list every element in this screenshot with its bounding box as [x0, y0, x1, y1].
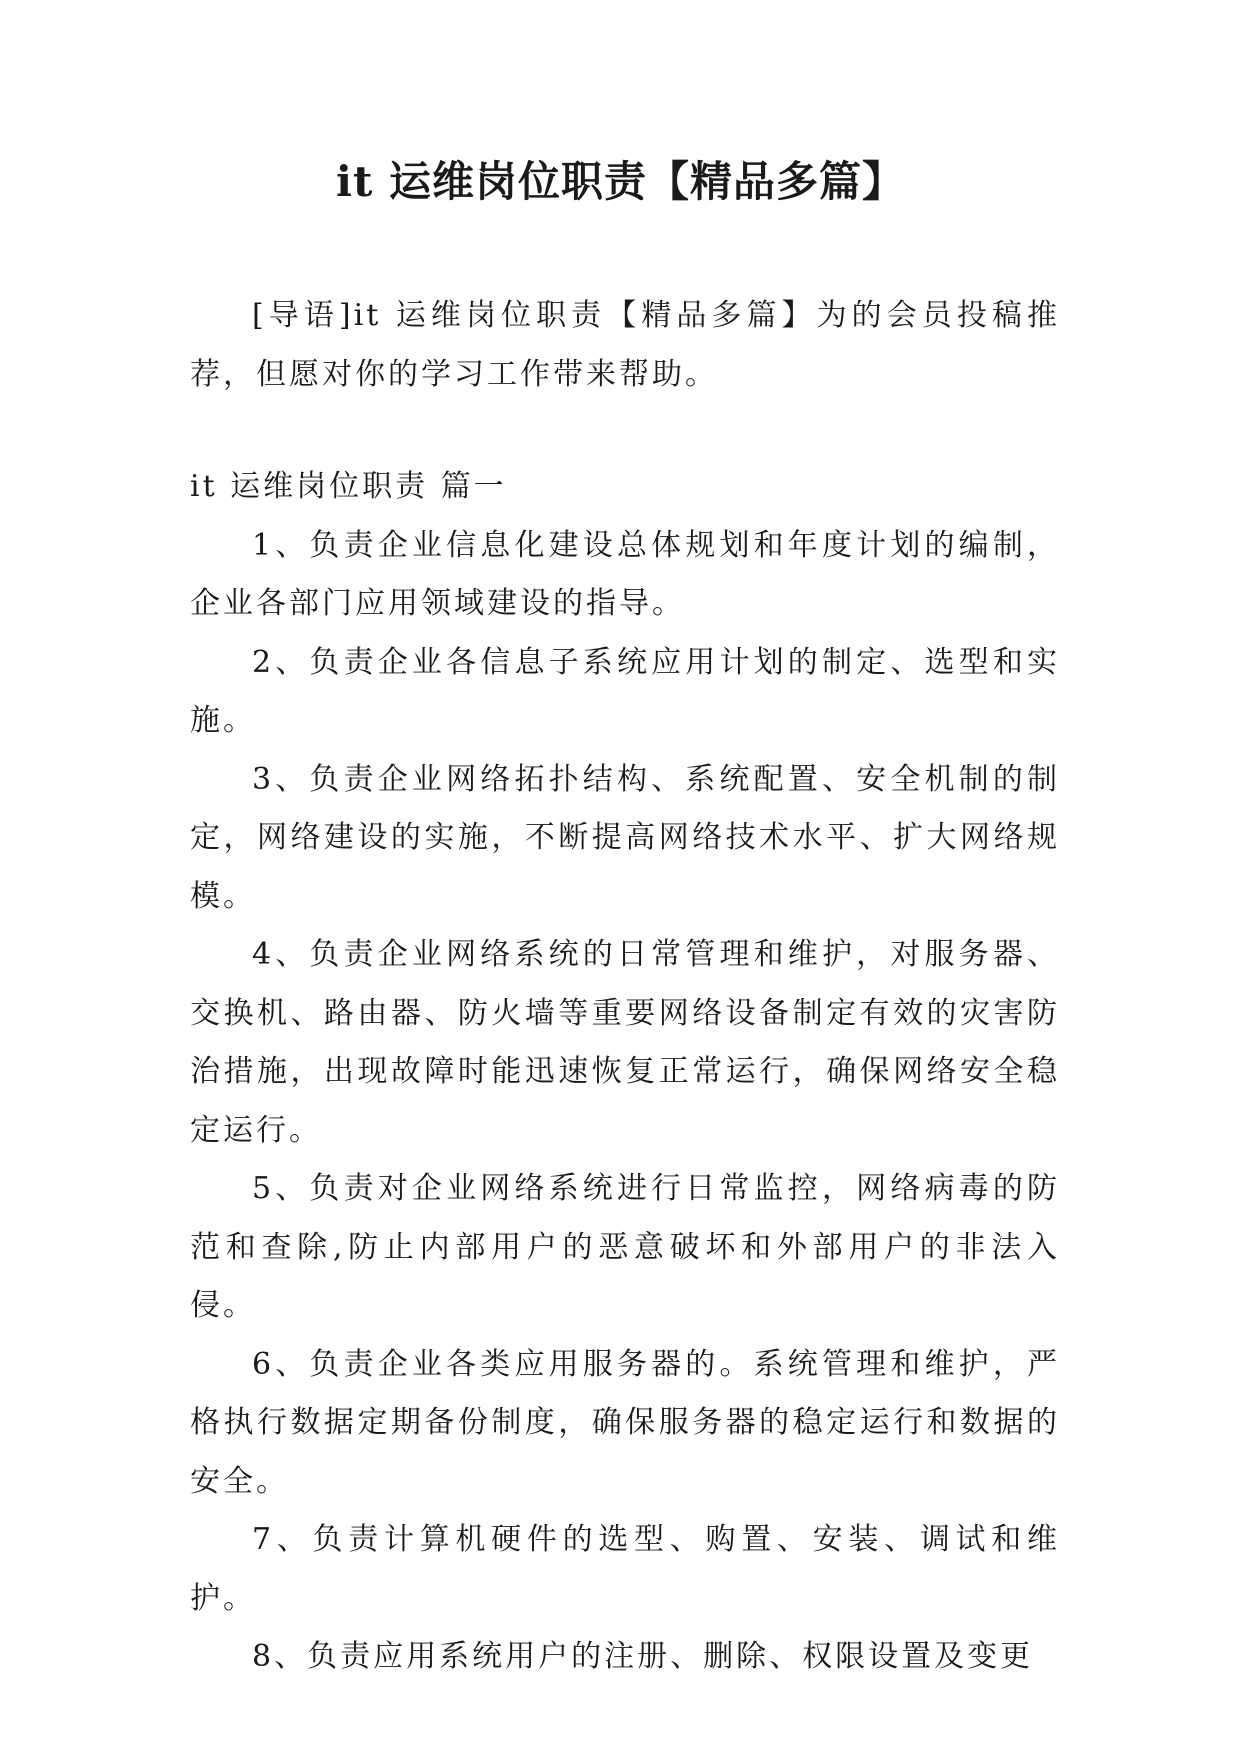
duty-item-2: 2、负责企业各信息子系统应用计划的制定、选型和实施。: [190, 644, 1060, 738]
section-heading: it 运维岗位职责 篇一: [190, 469, 507, 504]
duty-list: [190, 517, 1060, 1687]
duty-item-6: 6、负责企业各类应用服务器的。系统管理和维护，严格执行数据定期备份制度，确保服务器的稳定运行和数据的安全。: [190, 1346, 1060, 1499]
intro-paragraph: [导语]it 运维岗位职责【精品多篇】为的会员投稿推荐，但愿对你的学习工作带来帮助。: [190, 298, 1060, 392]
duty-item-3: 3、负责企业网络拓扑结构、系统配置、安全机制的制定，网络建设的实施，不断提高网络技术水平、扩大网络规模。: [190, 761, 1060, 914]
duty-item-7: 7、负责计算机硬件的选型、购置、安装、调试和维护。: [190, 1522, 1060, 1616]
intro-block: [190, 287, 1060, 404]
duty-item-8: 8、负责应用系统用户的注册、删除、权限设置及变更: [252, 1639, 1034, 1674]
document-title: it 运维岗位职责【精品多篇】: [336, 157, 905, 206]
duty-item-4: 4、负责企业网络系统的日常管理和维护，对服务器、交换机、路由器、防火墙等重要网络设备制定有效的灾害防治措施，出现故障时能迅速恢复正常运行，确保网络安全稳定运行。: [190, 937, 1060, 1148]
section-1: [190, 458, 1060, 1687]
duty-item-1: 1、负责企业信息化建设总体规划和年度计划的编制，企业各部门应用领域建设的指导。: [190, 527, 1060, 621]
duty-item-5: 5、负责对企业网络系统进行日常监控，网络病毒的防范和查除,防止内部用户的恶意破坏和外部用户的非法入侵。: [190, 1171, 1060, 1323]
